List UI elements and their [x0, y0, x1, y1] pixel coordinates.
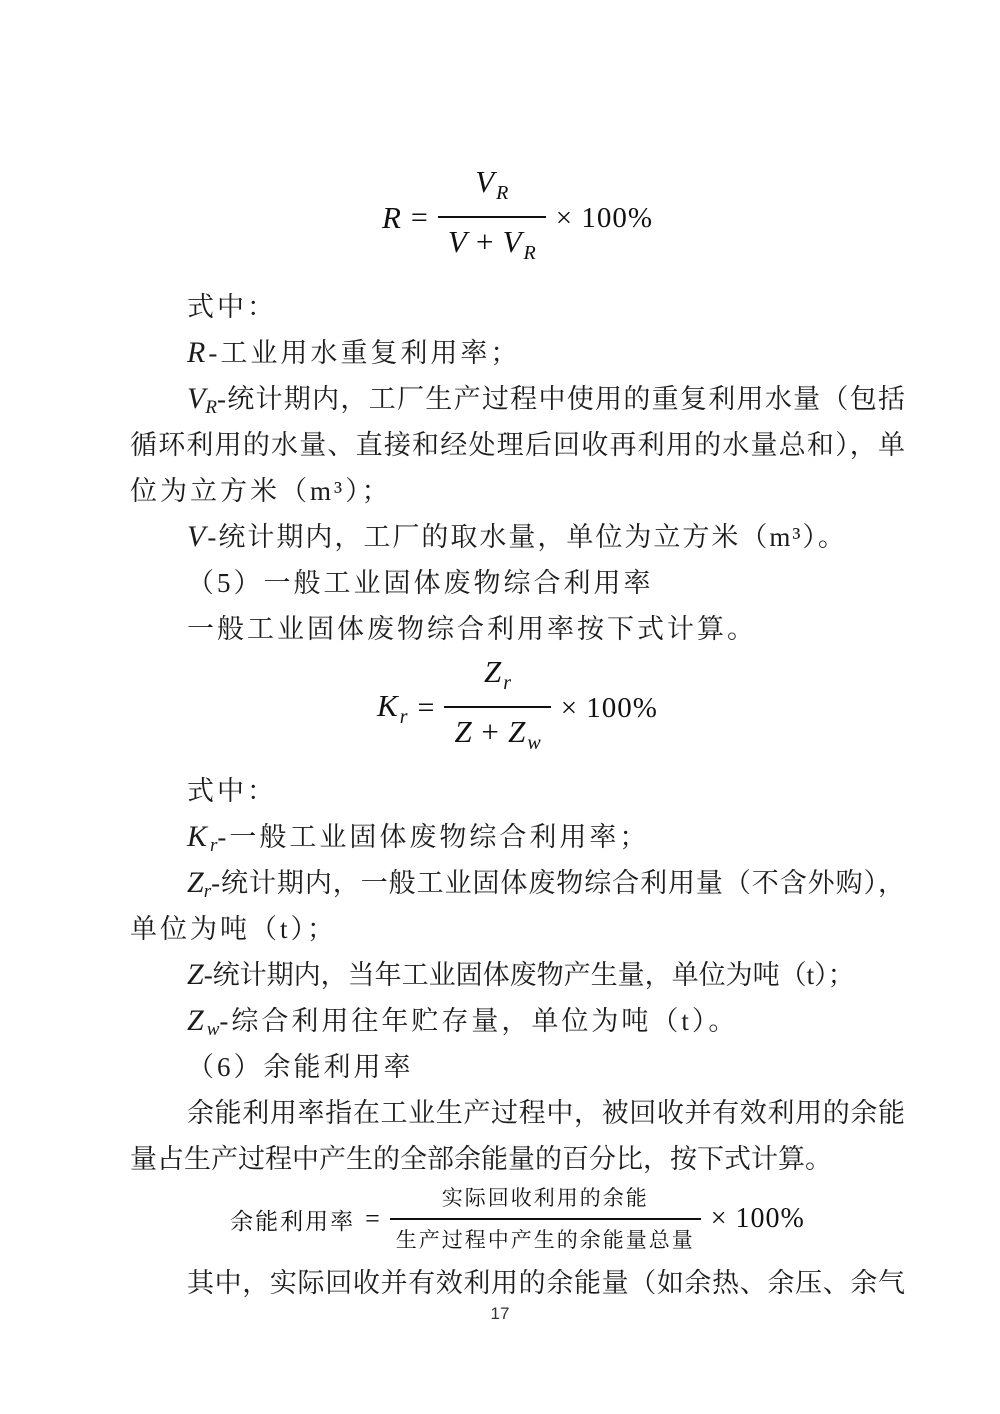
formula-lhs: R — [381, 200, 401, 235]
kr-definition-text: -一般工业固体废物综合利用率； — [217, 822, 650, 852]
fraction-numerator — [470, 654, 525, 706]
fraction — [390, 1184, 701, 1254]
denominator-subscript: R — [523, 242, 536, 264]
var-V: V — [187, 382, 206, 415]
numerator-subscript: r — [503, 672, 512, 694]
formula-water-reuse-rate — [130, 164, 905, 272]
formula-surplus-energy-rate — [130, 1184, 905, 1254]
paragraph-item-6-intro-2: 量占生产过程中产生的全部余能量的百分比，按下式计算。 — [130, 1144, 832, 1174]
zr-definition-text: -统计期内，一般工业固体废物综合利用量（不含外购）， — [211, 868, 905, 898]
paragraph-item-6-intro-1: 余能利用率指在工业生产过程中，被回收并有效利用的余能 — [187, 1098, 905, 1128]
equals-sign: = — [417, 691, 435, 724]
heading-item-6: （6）余能利用率 — [187, 1052, 414, 1082]
paragraph-vr-definition-unit: 位为立方米（m³）； — [130, 476, 392, 506]
z-definition-text: -统计期内，当年工业固体废物产生量，单位为吨（t）； — [203, 960, 855, 990]
paragraph-vr-definition-cont: 循环利用的水量、直接和经处理后回收再利用的水量总和），单 — [130, 430, 905, 460]
var-Z: Z — [187, 1004, 207, 1037]
equals-sign: = — [365, 1204, 380, 1233]
fraction — [444, 654, 550, 762]
var-K: K — [187, 820, 211, 853]
denominator-var: V + V — [447, 224, 522, 259]
paragraph-qizhong: 其中，实际回收并有效利用的余能量（如余热、余压、余气 — [187, 1268, 905, 1298]
paragraph-where-1: 式中： — [187, 292, 277, 322]
var-Z-subscript: r — [203, 881, 212, 902]
denominator-subscript: w — [527, 732, 541, 754]
denominator-var: Z + Z — [454, 714, 526, 749]
fraction-denominator — [444, 706, 550, 762]
formula-lhs-label: 余能利用率 — [230, 1208, 356, 1234]
heading-item-5: （5）一般工业固体废物综合利用率 — [187, 568, 654, 598]
fraction-numerator: 实际回收利用的余能 — [441, 1186, 649, 1210]
fraction-denominator — [438, 216, 546, 272]
paragraph-kr-definition — [130, 814, 905, 860]
formula-solid-waste-rate — [130, 654, 905, 762]
paragraph-item-5-intro: 一般工业固体废物综合利用率按下式计算。 — [187, 614, 757, 644]
numerator-var: Z — [484, 654, 502, 689]
var-V: V — [187, 520, 208, 553]
times-100-percent: × 100% — [710, 1203, 805, 1234]
times-100-percent: × 100% — [555, 201, 654, 234]
var-K-subscript: r — [210, 835, 218, 856]
paragraph-vr-definition — [130, 376, 905, 422]
paragraph-zr-definition-unit: 单位为吨（t）； — [130, 914, 338, 944]
paragraph-zr-definition — [130, 860, 905, 906]
numerator-subscript: R — [496, 182, 509, 204]
equals-sign: = — [410, 201, 428, 234]
formula-lhs — [377, 688, 407, 729]
vr-definition-text: -统计期内，工厂生产过程中使用的重复利用水量（包括 — [216, 384, 905, 414]
paragraph-v-definition — [130, 514, 905, 560]
lhs-var: K — [377, 687, 398, 723]
fraction-numerator — [461, 164, 522, 216]
var-Z-subscript: w — [206, 1019, 220, 1040]
var-Z: Z — [187, 866, 204, 899]
fraction-denominator: 生产过程中产生的余能量总量 — [390, 1218, 701, 1254]
var-R: R — [187, 336, 209, 369]
paragraph-z-definition — [130, 952, 905, 998]
r-definition-text: -工业用水重复利用率； — [208, 338, 521, 368]
fraction — [438, 164, 546, 272]
paragraph-r-definition — [130, 330, 905, 376]
lhs-subscript: r — [399, 705, 408, 728]
times-100-percent: × 100% — [560, 691, 658, 724]
var-V-subscript: R — [205, 397, 217, 418]
v-definition-text: -统计期内，工厂的取水量，单位为立方米（m³）。 — [207, 522, 847, 552]
var-Z: Z — [187, 958, 204, 991]
page-number: 17 — [490, 1304, 510, 1323]
paragraph-where-2: 式中： — [187, 776, 277, 806]
numerator-var: V — [475, 164, 495, 199]
zw-definition-text: -综合利用往年贮存量，单位为吨（t）。 — [219, 1006, 739, 1036]
paragraph-zw-definition — [130, 998, 905, 1044]
